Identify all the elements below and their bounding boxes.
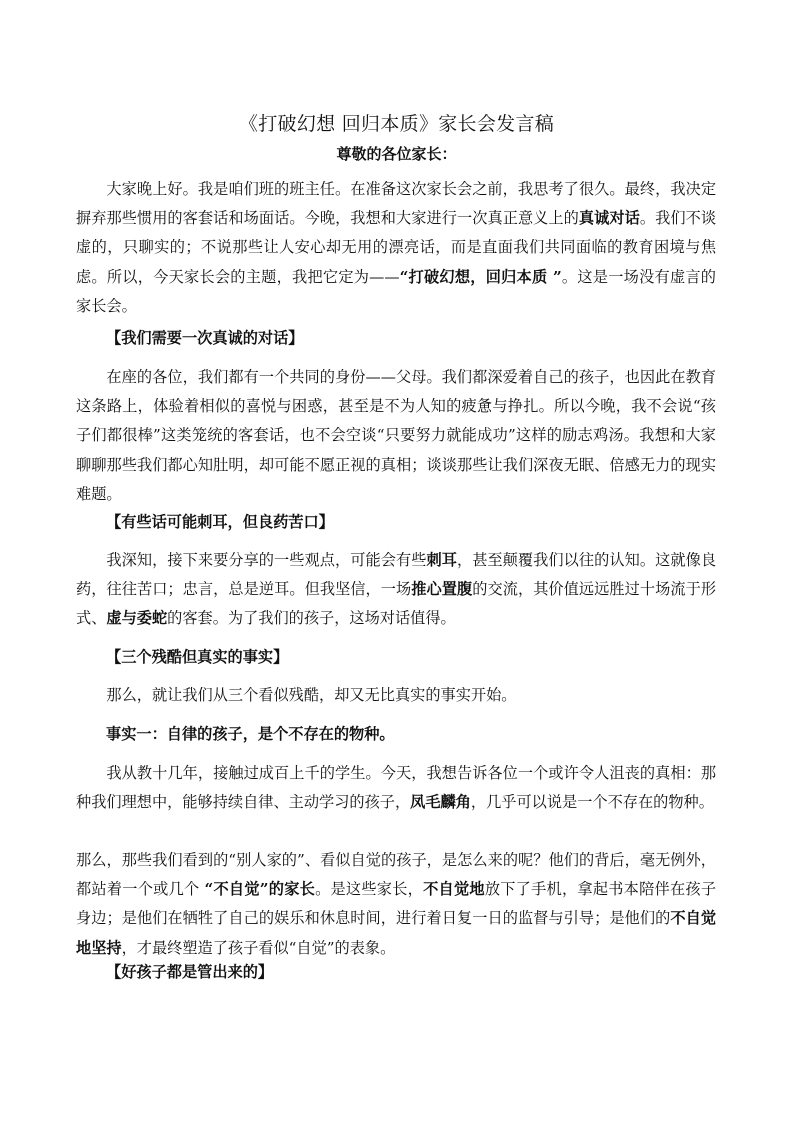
paragraph-good-medicine [76, 546, 716, 634]
section-heading-block-3 [76, 645, 716, 669]
section-heading-block-1 [76, 326, 716, 350]
emphasis-rare: 凤毛麟角 [410, 793, 471, 812]
section-heading-good-children: 【好孩子都是管出来的】 [106, 963, 274, 981]
text-run: 大家晚上好。我是咱们班的班主任。在准备这次家长会之前，我思考了很久。最终，我决定摒弃那些惯用的客套话和场面话。今晚，我想和大家进行一次真正意义上的 [76, 180, 716, 228]
salutation: 尊敬的各位家长： [336, 145, 457, 163]
emphasis-persistence: 不自觉地坚持 [76, 909, 717, 957]
section-heading-dialogue: 【我们需要一次真诚的对话】 [106, 329, 304, 347]
text-run: ，甚至颠覆我们以往的认知。这就像良药，往往苦口；忠言，总是逆耳。但我坚信，一场 [76, 551, 717, 599]
section-heading-harsh-words: 【有些话可能刺耳，但良药苦口】 [106, 513, 334, 531]
text-run: 。这是一场没有虚言的家长会。 [76, 267, 716, 315]
intro-paragraph [76, 175, 716, 321]
emphasis-unconscious-parents: “不自觉”的家长 [204, 880, 316, 899]
text-run: 那么，那些我们看到的“别人家的”、看似自觉的孩子，是怎么来的呢？他们的背后，毫无例外，都站着一个或几个 [76, 851, 716, 899]
emphasis-unconsciously: 不自觉地 [423, 880, 485, 899]
fact-block-1 [76, 722, 716, 746]
text-run: 我从教十几年，接触过成百上千的学生。今天，我想告诉各位一个或许令人沮丧的真相：那种我们理想中，能够持续自律、主动学习的孩子， [76, 764, 716, 812]
text-run: 。我们不谈虚的，只聊实的；不说那些让人安心却无用的漂亮话，而是直面我们共同面临的教育困境与焦虑。所以，今天家长会的主题，我把它定为—— [76, 209, 717, 286]
section-heading-block-4 [76, 960, 716, 984]
text-run: 的客套。为了我们的孩子，这场对话值得。 [167, 609, 456, 628]
text-run: 。是这些家长， [315, 880, 424, 899]
paragraph-block-2 [76, 363, 716, 509]
fact-one-heading: 事实一：自律的孩子，是个不存在的物种。 [106, 725, 395, 743]
paragraph-behind-children [76, 846, 716, 963]
intro-paragraph-block [76, 175, 716, 321]
text-run: 放下了手机，拿起书本陪伴在孩子身边；是他们在牺牲了自己的娱乐和休息时间，进行着日复一日的监督与引导；是他们的 [76, 880, 717, 928]
emphasis-heart-to-heart: 推心置腹 [411, 580, 473, 599]
paragraph-self-discipline [76, 759, 716, 817]
emphasis-perfunctory: 虚与委蛇 [106, 609, 168, 628]
paragraph-block-6 [76, 846, 716, 963]
emphasis-sincere-dialogue: 真诚对话 [578, 209, 640, 228]
paragraph-block-3 [76, 546, 716, 634]
text-run: 我深知，接下来要分享的一些观点，可能会有些 [106, 551, 427, 569]
document-title: 《打破幻想 回归本质》家长会发言稿 [238, 113, 555, 135]
section-heading-block-2 [76, 510, 716, 534]
paragraph-start-facts: 那么，就让我们从三个看似残酷，却又无比真实的事实开始。 [106, 686, 517, 704]
emphasis-harsh: 刺耳 [426, 551, 457, 569]
paragraph-block-4 [76, 681, 716, 710]
emphasis-theme: “打破幻想，回归本质 ” [399, 267, 562, 286]
text-run: ，才最终塑造了孩子看似“自觉”的表象。 [121, 938, 396, 957]
paragraph-block-5 [76, 759, 716, 817]
section-heading-three-facts: 【三个残酷但真实的事实】 [106, 648, 289, 666]
paragraph-parents: 在座的各位，我们都有一个共同的身份——父母。我们都深爱着自己的孩子，也因此在教育这条路上，体验着相似的喜悦与困惑，甚至是不为人知的疲惫与挣扎。所以今晚，我不会说“孩子们都很棒”这类笼统的客套话，也不会空谈“只要努力就能成功”这样的励志鸡汤。我想和大家聊聊那些我们都心知肚明，却可能不愿正视的真相；谈谈那些让我们深夜无眠、倍感无力的现实难题。 [76, 368, 716, 503]
text-run: ，几乎可以说是一个不存在的物种。 [470, 793, 714, 812]
text-run: 的交流，其价值远远胜过十场流于形式、 [76, 580, 717, 628]
